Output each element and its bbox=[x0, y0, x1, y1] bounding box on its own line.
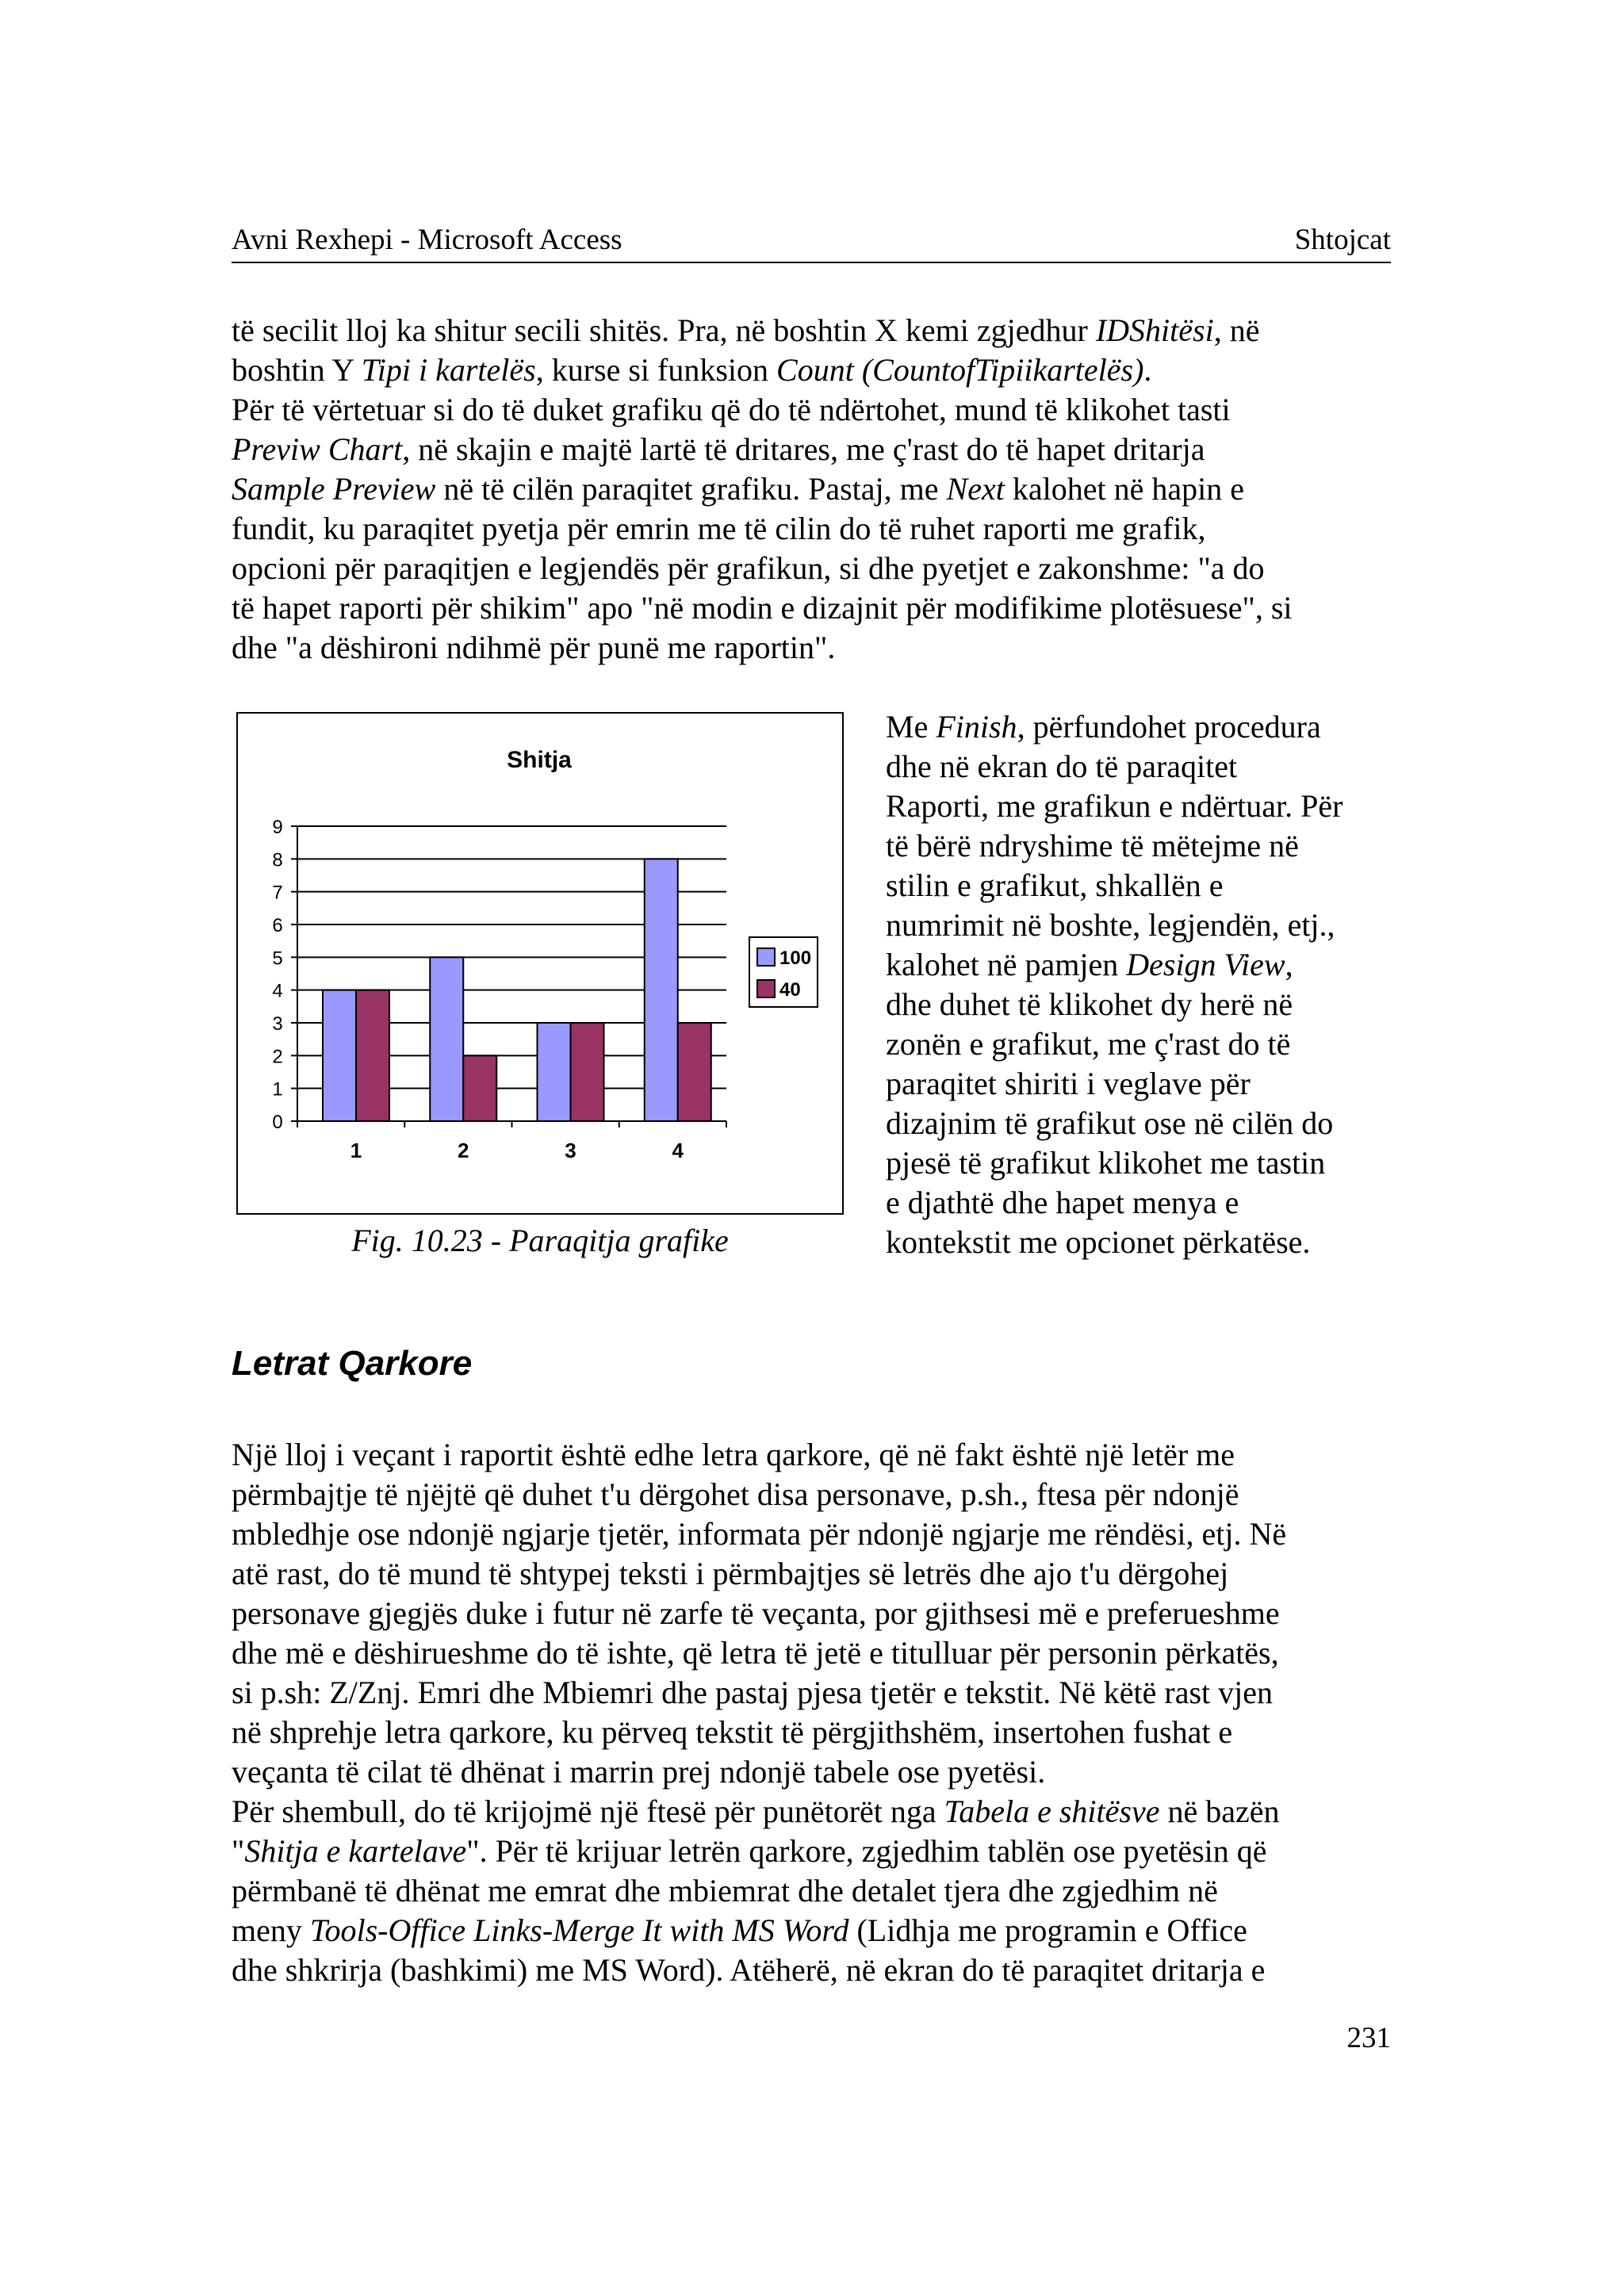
text-run: në bazën bbox=[1159, 1793, 1280, 1829]
text-run: personave gjegjës duke i futur në zarfe të veçanta, por gjithsesi më e preferueshme bbox=[232, 1595, 1280, 1631]
text-run: në shprehje letra qarkore, ku përveq tekstit të përgjithshëm, insertohen fushat e bbox=[232, 1714, 1233, 1750]
page-number: 231 bbox=[1346, 2022, 1391, 2054]
text-run: kalohet në pamjen bbox=[886, 947, 1127, 982]
paragraph-side bbox=[886, 707, 1393, 1262]
text-line bbox=[232, 1871, 1391, 1911]
italic-run: Shitja e kartelave bbox=[244, 1833, 467, 1869]
text-line bbox=[886, 1223, 1393, 1262]
text-run: dizajnim të grafikut ose në cilën do bbox=[886, 1105, 1334, 1141]
figure-caption: Fig. 10.23 - Paraqitja grafike bbox=[351, 1223, 729, 1258]
header-left: Avni Rexhepi - Microsoft Access bbox=[232, 224, 622, 256]
text-run: Për të vërtetuar si do të duket grafiku që do të ndërtohet, mund të klikohet tasti bbox=[232, 392, 1231, 427]
italic-run: Tabela e shitësve bbox=[944, 1793, 1160, 1829]
text-line bbox=[232, 1713, 1391, 1752]
text-run: , bbox=[1285, 947, 1293, 982]
text-line bbox=[232, 1832, 1391, 1871]
text-line bbox=[886, 826, 1393, 866]
italic-run: Next bbox=[946, 471, 1005, 507]
text-line bbox=[232, 1475, 1391, 1514]
text-run: Për shembull, do të krijojmë një ftesë për punëtorët nga bbox=[232, 1793, 944, 1829]
text-line bbox=[886, 866, 1393, 905]
text-line bbox=[232, 1911, 1391, 1950]
text-run: (Lidhja me programin e Office bbox=[848, 1912, 1247, 1948]
y-tick-label: 5 bbox=[272, 947, 283, 970]
italic-run: Finish bbox=[936, 709, 1017, 745]
y-tick-label: 2 bbox=[272, 1046, 283, 1068]
text-run: përmbanë të dhënat me emrat dhe mbiemrat dhe detalet tjera dhe zgjedhim në bbox=[232, 1873, 1218, 1908]
bar-40-2 bbox=[463, 1055, 496, 1121]
text-run: të bërë ndryshime të mëtejme në bbox=[886, 828, 1299, 863]
text-line bbox=[886, 985, 1393, 1024]
text-line bbox=[232, 350, 1391, 390]
text-line bbox=[886, 747, 1393, 787]
text-run: dhe në ekran do të paraqitet bbox=[886, 748, 1238, 784]
bar-40-3 bbox=[571, 1023, 604, 1121]
text-run: stilin e grafikut, shkallën e bbox=[886, 867, 1224, 903]
text-run: , kurse si funksion bbox=[535, 352, 777, 388]
text-line bbox=[886, 787, 1393, 826]
italic-run: Design View bbox=[1126, 947, 1285, 982]
text-line bbox=[232, 1514, 1391, 1554]
text-run: Një lloj i veçant i raportit është edhe letra qarkore, që në fakt është një letër me bbox=[232, 1437, 1235, 1472]
text-run: fundit, ku paraqitet pyetja për emrin me të cilin do të ruhet raporti me grafik, bbox=[232, 511, 1206, 546]
y-tick-label: 4 bbox=[272, 980, 283, 1002]
italic-run: Count (CountofTipiikartelës) bbox=[776, 352, 1144, 388]
page-header bbox=[232, 220, 1391, 260]
text-run: dhe shkrirja (bashkimi) me MS Word). Atëherë, në ekran do të paraqitet dritarja e bbox=[232, 1952, 1266, 1988]
text-line bbox=[886, 945, 1393, 985]
text-run: opcioni për paraqitjen e legjendës për grafikun, si dhe pyetjet e zakonshme: "a do bbox=[232, 550, 1265, 586]
y-tick-label: 3 bbox=[272, 1013, 283, 1035]
text-run: zonën e grafikut, me ç'rast do të bbox=[886, 1026, 1291, 1062]
text-line bbox=[232, 1594, 1391, 1633]
text-run: , në bbox=[1213, 312, 1260, 348]
italic-run: Sample Preview bbox=[232, 471, 436, 507]
italic-run: Tools-Office Links-Merge It with MS Word bbox=[309, 1912, 849, 1948]
text-line bbox=[232, 1633, 1391, 1673]
text-line bbox=[886, 1024, 1393, 1064]
text-run: Raporti, me grafikun e ndërtuar. Për bbox=[886, 788, 1343, 824]
section-heading: Letrat Qarkore bbox=[232, 1344, 473, 1383]
text-line bbox=[232, 1554, 1391, 1594]
text-line bbox=[232, 509, 1391, 549]
y-tick-label: 6 bbox=[272, 915, 283, 936]
text-line bbox=[886, 1064, 1393, 1104]
header-right: Shtojcat bbox=[1294, 224, 1391, 256]
text-run: " bbox=[232, 1833, 245, 1869]
bar-100-3 bbox=[538, 1023, 571, 1121]
text-run: pjesë të grafikut klikohet me tastin bbox=[886, 1145, 1326, 1181]
text-run: mbledhje ose ndonjë ngjarje tjetër, informata për ndonjë ngjarje me rëndësi, etj. Në bbox=[232, 1516, 1287, 1552]
bar-40-4 bbox=[678, 1023, 711, 1121]
text-run: të secilit lloj ka shitur secili shitës. Pra, në boshtin X kemi zgjedhur bbox=[232, 312, 1096, 348]
text-run: numrimit në boshte, legjendën, etj., bbox=[886, 907, 1335, 943]
text-run: Me bbox=[886, 709, 936, 745]
text-run: , përfundohet procedura bbox=[1017, 709, 1321, 745]
bar-100-1 bbox=[323, 990, 356, 1121]
text-run: paraqitet shiriti i veglave për bbox=[886, 1066, 1251, 1101]
text-run: dhe duhet të klikohet dy herë në bbox=[886, 986, 1293, 1022]
text-run: përmbajtje të njëjtë që duhet t'u dërgohet disa personave, p.sh., ftesa për ndonjë bbox=[232, 1476, 1239, 1512]
paragraph-intro bbox=[232, 311, 1391, 668]
text-line bbox=[886, 1143, 1393, 1183]
header-rule bbox=[232, 262, 1391, 263]
y-tick-label: 7 bbox=[272, 882, 283, 904]
italic-run: Tipi i kartelës bbox=[361, 352, 536, 388]
text-run: . bbox=[1143, 352, 1152, 388]
text-run: meny bbox=[232, 1912, 310, 1948]
text-line bbox=[232, 1435, 1391, 1475]
text-line bbox=[886, 1104, 1393, 1143]
x-tick-label: 4 bbox=[672, 1139, 684, 1162]
text-line bbox=[232, 588, 1391, 628]
text-line bbox=[232, 628, 1391, 668]
chart-figure bbox=[236, 712, 844, 1215]
text-line bbox=[232, 1950, 1391, 1990]
italic-run: IDShitësi bbox=[1095, 312, 1214, 348]
text-run: kalohet në hapin e bbox=[1004, 471, 1244, 507]
y-tick-label: 0 bbox=[272, 1112, 283, 1133]
y-tick-label: 8 bbox=[272, 849, 283, 871]
text-line bbox=[886, 905, 1393, 945]
x-tick-label: 3 bbox=[565, 1139, 576, 1162]
text-line bbox=[232, 390, 1391, 430]
bar-100-4 bbox=[645, 859, 678, 1121]
y-tick-label: 1 bbox=[272, 1078, 283, 1101]
italic-run: Previw Chart bbox=[232, 431, 403, 467]
legend-label-40: 40 bbox=[779, 979, 801, 1001]
x-tick-label: 2 bbox=[458, 1139, 469, 1162]
text-line bbox=[886, 1183, 1393, 1223]
bar-chart bbox=[238, 714, 842, 1213]
x-tick-label: 1 bbox=[350, 1139, 362, 1162]
text-run: , në skajin e majtë lartë të dritares, me ç'rast do të hapet dritarja bbox=[402, 431, 1205, 467]
legend-label-100: 100 bbox=[779, 947, 812, 969]
paragraph-letrat-qarkore bbox=[232, 1435, 1391, 1990]
text-run: të hapet raporti për shikim" apo "në modin e dizajnit për modifikime plotësuese", si bbox=[232, 590, 1293, 626]
text-run: dhe "a dëshironi ndihmë për punë me raportin". bbox=[232, 630, 836, 665]
text-line bbox=[232, 469, 1391, 509]
text-run: dhe më e dëshirueshme do të ishte, që letra të jetë e titulluar për personin përkatës, bbox=[232, 1635, 1279, 1671]
y-tick-label: 9 bbox=[272, 817, 283, 838]
text-run: e djathtë dhe hapet menya e bbox=[886, 1185, 1239, 1220]
text-run: ". Për të krijuar letrën qarkore, zgjedhim tablën ose pyetësin që bbox=[466, 1833, 1267, 1869]
legend-swatch-40 bbox=[757, 980, 775, 997]
text-run: në të cilën paraqitet grafiku. Pastaj, me bbox=[435, 471, 947, 507]
bar-40-1 bbox=[356, 990, 389, 1121]
text-line bbox=[232, 1792, 1391, 1832]
text-run: atë rast, do të mund të shtypej teksti i përmbajtjes së letrës dhe ajo t'u dërgohej bbox=[232, 1556, 1229, 1591]
text-run: kontekstit me opcionet përkatëse. bbox=[886, 1224, 1311, 1260]
text-run: boshtin Y bbox=[232, 352, 362, 388]
legend-swatch-100 bbox=[757, 948, 775, 966]
text-line bbox=[886, 707, 1393, 747]
bar-100-2 bbox=[430, 957, 463, 1121]
text-line bbox=[232, 1673, 1391, 1713]
text-line bbox=[232, 430, 1391, 469]
text-line bbox=[232, 1752, 1391, 1792]
text-run: veçanta të cilat të dhënat i marrin prej ndonjë tabele ose pyetësi. bbox=[232, 1754, 1046, 1790]
text-line bbox=[232, 311, 1391, 350]
text-line bbox=[232, 549, 1391, 588]
text-run: si p.sh: Z/Znj. Emri dhe Mbiemri dhe pastaj pjesa tjetër e tekstit. Në këtë rast vjen bbox=[232, 1675, 1273, 1710]
chart-title: Shitja bbox=[507, 747, 572, 773]
